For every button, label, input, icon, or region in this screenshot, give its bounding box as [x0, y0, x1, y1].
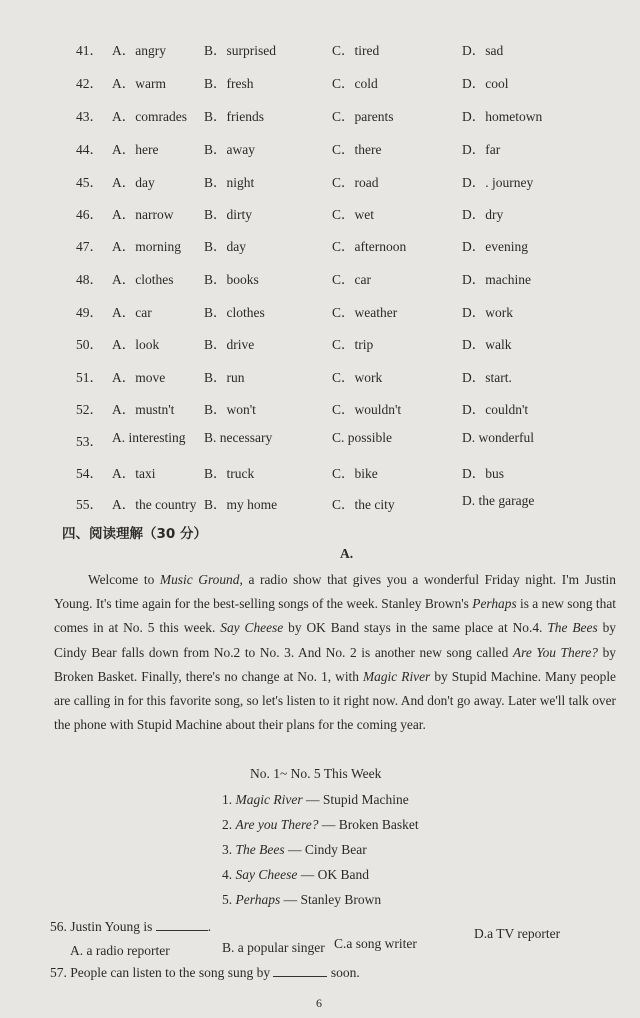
question-row [0, 493, 640, 517]
option-d: D．work [462, 305, 513, 320]
option-b: B．friends [204, 109, 264, 124]
option-a: A．morning [112, 239, 181, 254]
ranking-item-1: 1. Magic River — Stupid Machine [222, 792, 409, 807]
question-number: 54． [76, 466, 103, 481]
page-number: 6 [316, 996, 322, 1010]
option-c: C. possible [332, 430, 393, 445]
option-c: C．cold [332, 76, 378, 91]
option-d: D．couldn't [462, 402, 529, 417]
option-b: B. necessary [204, 430, 273, 445]
question-number: 43． [76, 109, 103, 124]
option-a: A．taxi [112, 466, 156, 481]
option-a: A. interesting [112, 430, 186, 445]
option-c: C．car [332, 272, 371, 287]
option-a: A．angry [112, 43, 166, 58]
question-56-option-a: A. a radio reporter [70, 943, 170, 958]
option-d: D．cool [462, 76, 509, 91]
question-number: 48． [76, 272, 103, 287]
question-56-option-c: C.a song writer [334, 936, 417, 951]
question-row [0, 268, 640, 292]
option-c: C．road [332, 175, 379, 190]
question-row [0, 333, 640, 357]
option-c: C．tired [332, 43, 380, 58]
question-row [0, 398, 640, 422]
option-d: D．sad [462, 43, 504, 58]
option-a: A．comrades [112, 109, 187, 124]
question-row [0, 366, 640, 390]
question-number: 50． [76, 337, 103, 352]
passage-label: A. [340, 546, 354, 561]
option-b: B．won't [204, 402, 256, 417]
option-a: A．day [112, 175, 155, 190]
question-row [0, 235, 640, 259]
option-c: C．there [332, 142, 382, 157]
question-row [0, 105, 640, 129]
option-d: D．dry [462, 207, 504, 222]
question-number: 41． [76, 43, 103, 58]
option-d: D．bus [462, 466, 505, 481]
question-number: 49． [76, 305, 103, 320]
question-row [0, 430, 640, 454]
question-57-stem: 57. People can listen to the song sung by soon. [50, 965, 360, 980]
option-a: A．move [112, 370, 166, 385]
option-d: D. wonderful [462, 430, 534, 445]
question-number: 53． [76, 434, 103, 449]
option-d: D．far [462, 142, 501, 157]
question-row [0, 72, 640, 96]
question-row [0, 138, 640, 162]
question-number: 46． [76, 207, 103, 222]
question-row [0, 39, 640, 63]
question-number: 44． [76, 142, 103, 157]
option-a: A．here [112, 142, 159, 157]
question-number: 55． [76, 497, 103, 512]
ranking-item-5: 5. Perhaps — Stanley Brown [222, 892, 382, 907]
option-b: B．dirty [204, 207, 253, 222]
option-a: A．narrow [112, 207, 174, 222]
question-number: 52． [76, 402, 103, 417]
option-a: A．warm [112, 76, 166, 91]
option-a: A．clothes [112, 272, 174, 287]
question-number: 47． [76, 239, 103, 254]
question-row [0, 462, 640, 486]
option-b: B．day [204, 239, 246, 254]
passage-paragraph: Welcome to Music Ground, a radio show that gives you a wonderful Friday night. I'm Justin Young. It's time again for the best-selling songs of the week. Stanley Brown's Perhaps is a new song that comes in at No. 5 this week. Say Cheese by OK Band stays in the same place at No.4. The Bees by Cindy Bear falls down from No.2 to No. 3. And No. 2 is another new song called Are You There? by Broken Basket. Finally, there's no change at No. 1, with Magic River by Stupid Machine. Many people are calling in for this favorite song, so let's listen to it right now. And don't go away. Later we'll talk over the phone with Stupid Machine about their plans for the coming year. [54, 572, 617, 733]
question-number: 51． [76, 370, 103, 385]
option-d: D. the garage [462, 493, 535, 508]
question-row [0, 171, 640, 195]
question-number: 42． [76, 76, 103, 91]
ranking-item-3: 3. The Bees — Cindy Bear [222, 842, 367, 857]
option-d: D．machine [462, 272, 531, 287]
option-c: C．trip [332, 337, 374, 352]
option-c: C．work [332, 370, 383, 385]
option-b: B．run [204, 370, 245, 385]
answer-blank [156, 918, 208, 931]
option-b: B．books [204, 272, 259, 287]
option-d: D．evening [462, 239, 528, 254]
option-d: D．start. [462, 370, 512, 385]
question-number: 45． [76, 175, 103, 190]
ranking-item-4: 4. Say Cheese — OK Band [222, 867, 369, 882]
option-c: C．wouldn't [332, 402, 402, 417]
option-d: D．walk [462, 337, 512, 352]
ranking-item-2: 2. Are you There? — Broken Basket [222, 817, 419, 832]
option-d: D．. journey [462, 175, 534, 190]
question-row [0, 203, 640, 227]
question-56-stem: 56. Justin Young is . [50, 919, 212, 934]
option-b: B．fresh [204, 76, 254, 91]
option-b: B．away [204, 142, 255, 157]
question-56-option-d: D.a TV reporter [474, 926, 561, 941]
option-c: C．wet [332, 207, 374, 222]
option-b: B．night [204, 175, 255, 190]
option-b: B．truck [204, 466, 255, 481]
option-b: B．clothes [204, 305, 265, 320]
question-row [0, 301, 640, 325]
option-b: B．drive [204, 337, 255, 352]
option-a: A．the country [112, 497, 197, 512]
ranking-title: No. 1~ No. 5 This Week [250, 766, 382, 781]
option-c: C．weather [332, 305, 398, 320]
option-a: A．car [112, 305, 152, 320]
answer-blank [273, 964, 327, 977]
option-a: A．look [112, 337, 160, 352]
option-c: C．parents [332, 109, 394, 124]
question-56-option-b: B. a popular singer [222, 940, 325, 955]
option-b: B．my home [204, 497, 278, 512]
option-a: A．mustn't [112, 402, 175, 417]
option-b: B．surprised [204, 43, 276, 58]
option-c: C．the city [332, 497, 395, 512]
option-d: D．hometown [462, 109, 543, 124]
option-c: C．bike [332, 466, 378, 481]
section-title: 四、阅读理解（30 分） [62, 526, 207, 542]
option-c: C．afternoon [332, 239, 407, 254]
